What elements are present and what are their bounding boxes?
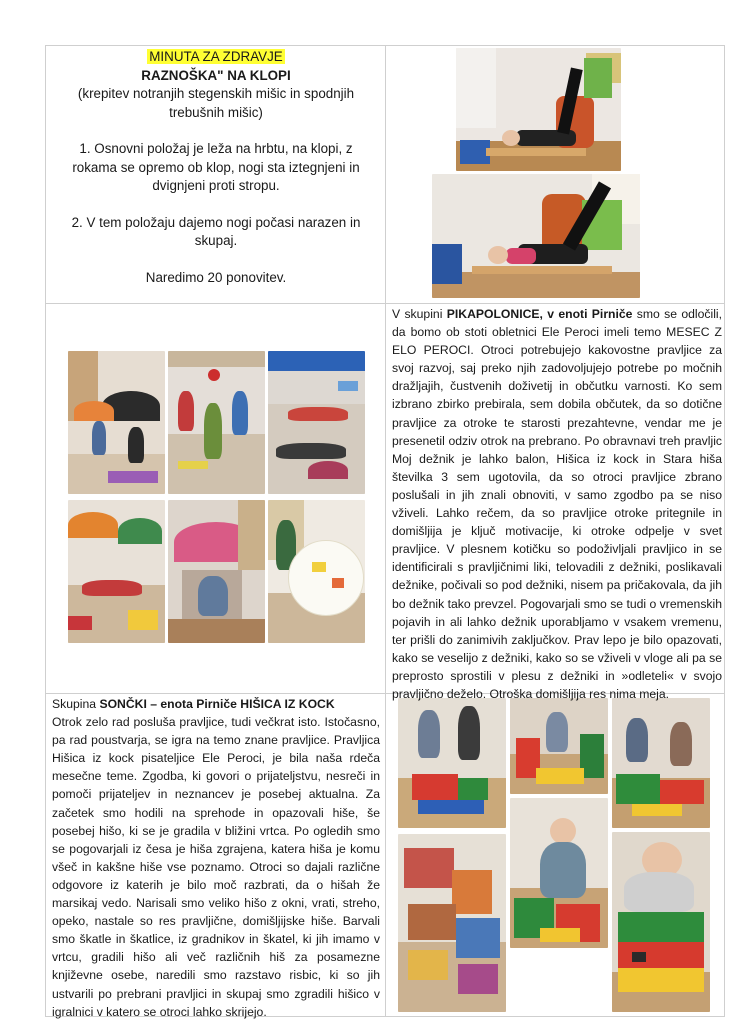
umbrella-photo-6 [268, 500, 365, 643]
soncki-text [52, 695, 380, 1019]
umbrella-photo-1 [68, 351, 165, 494]
pikapolonice-text [392, 305, 722, 701]
umbrella-photo-4 [68, 500, 165, 643]
exercise-step-2: 2. V tem položaju dajemo nogi počasi narazen in skupaj. [71, 214, 361, 248]
umbrella-photo-2 [168, 351, 265, 494]
soncki-title: SONČKI – enota Pirniče HIŠICA IZ KOCK [99, 697, 335, 711]
umbrella-photo-5 [168, 500, 265, 643]
exercise-heading: MINUTA ZA ZDRAVJE [149, 49, 283, 64]
umbrella-photo-3 [268, 351, 365, 494]
blocks-photo-3 [612, 698, 710, 828]
exercise-text [46, 46, 386, 304]
blocks-photo-2 [510, 698, 608, 794]
exercise-repetitions: Naredimo 20 ponovitev. [145, 269, 287, 285]
pikapolonice-group: PIKAPOLONICE, v enoti Pirniče [446, 307, 633, 321]
blocks-photo-5 [398, 834, 506, 1012]
exercise-title: RAZNOŠKA" NA KLOPI [141, 67, 291, 83]
umbrella-photos [46, 304, 385, 693]
exercise-photo-2 [432, 174, 640, 298]
exercise-subtitle: (krepitev notranjih stegenskih mišic in spodnjih trebušnih mišic) [77, 86, 355, 120]
soncki-body: Otrok zelo rad posluša pravljice, tudi večkrat isto. Istočasno, pa rad poustvarja, se igra na temo znane pravljice. Pravljica Hišica iz kock pisateljice Ele Peroci, je bila naša rdeča mesečne teme. Zgodba, ki govori o prijateljstvu, nesreči in pomoči prijateljev in neznancev je posebej aktualna. Za začetek smo hodili na sprehode in opazovali hiše, še posebej hišo, ki se je gradila v bližini vrtca. Po ogledih smo se pogovarjali iz česa je hiša zgrajena, katera hiša je komu všeč in kakšne hiše vse poznamo. Otroci so dajali različne odgovore iz katerih je bilo moč razbrati, da o hišah že marsikaj vedo. Narisali smo veliko hišo z okni, vrati, streho, opeko, nastale so res pravljične, domišljijske hiše. Barvali smo škatle in škatlice, iz gradnikov in škatel, ki jih imamo v vrtcu, gradili hišo ali več različnih hiš za posamezne književne osebe, naredili smo razstavo risbic, ki so jih ustvarili po prebrani pravljici in skupaj smo zgradili hišico v igralnici v katero se otroci lahko skrijejo. [52, 715, 380, 1019]
exercise-photo-1 [456, 48, 621, 171]
exercise-step-1: 1. Osnovni položaj je leža na hrbtu, na klopi, z rokama se opremo ob klop, nogi sta iztegnjeni in dvignjeni proti stropu. [72, 141, 360, 193]
block-house-photos [386, 694, 725, 1016]
blocks-photo-6 [612, 832, 710, 1012]
pikapolonice-intro: V skupini [392, 307, 447, 321]
blocks-photo-1 [398, 698, 506, 828]
soncki-intro: Skupina [52, 697, 100, 711]
pikapolonice-body: smo se odločili, da bomo ob stoti obletnici Ele Peroci imeli temo MESEC Z ELO PEROCI. Otroci potrebujejo kakovostne pravljice za svoj razvoj, saj preko njih zadovoljujejo potrebe po močnih dražljajih, čustvenih doživetij in občutku varnosti. Ko sem izbrano zbirko prebirala, sem dobila občutek, da so dotične pravljice za otroke te starosti prezahtevne, vendar me je presenetil odziv otrok na prebrano. Po obravnavi treh pravljic Moj dežnik je lahko balon, Hišica iz kock in Stara hiša številka 3 sem ugotovila, da so otroci pravljice zbrano poslušali in jih znali obnoviti, v samo zgodbo pa se niso vživeli. Lahko rečem, da so pravljice otroke pritegnile in domišljija je ključ motivacije, ki otroke odpelje v svet pravljice. V plesnem kotičku so podoživljali pravljico in se identificirali s pravljičnimi liki, telovadili z dežniki, poslikavali dežnike, počivali so pod dežniki, nisem pa pričakovala, da jih bo dežnik tako prevzel. Pogovarjali smo se tudi o vremenskih pojavih in ali lahko dežnik uporabljamo v vsakem vremenu, ter prišli do zanimivih zaključkov. Prav lepo je bilo opazovati, kako se veselijo z dežniki, kako so se vživeli v vloge ali pa se preprosto sprostili v plesu z dežniki in »odleteli« v svojo pravljično deželo. Otroška domišljija res nima meja. [392, 307, 722, 701]
blocks-photo-4 [510, 798, 608, 948]
exercise-photos [386, 46, 725, 303]
